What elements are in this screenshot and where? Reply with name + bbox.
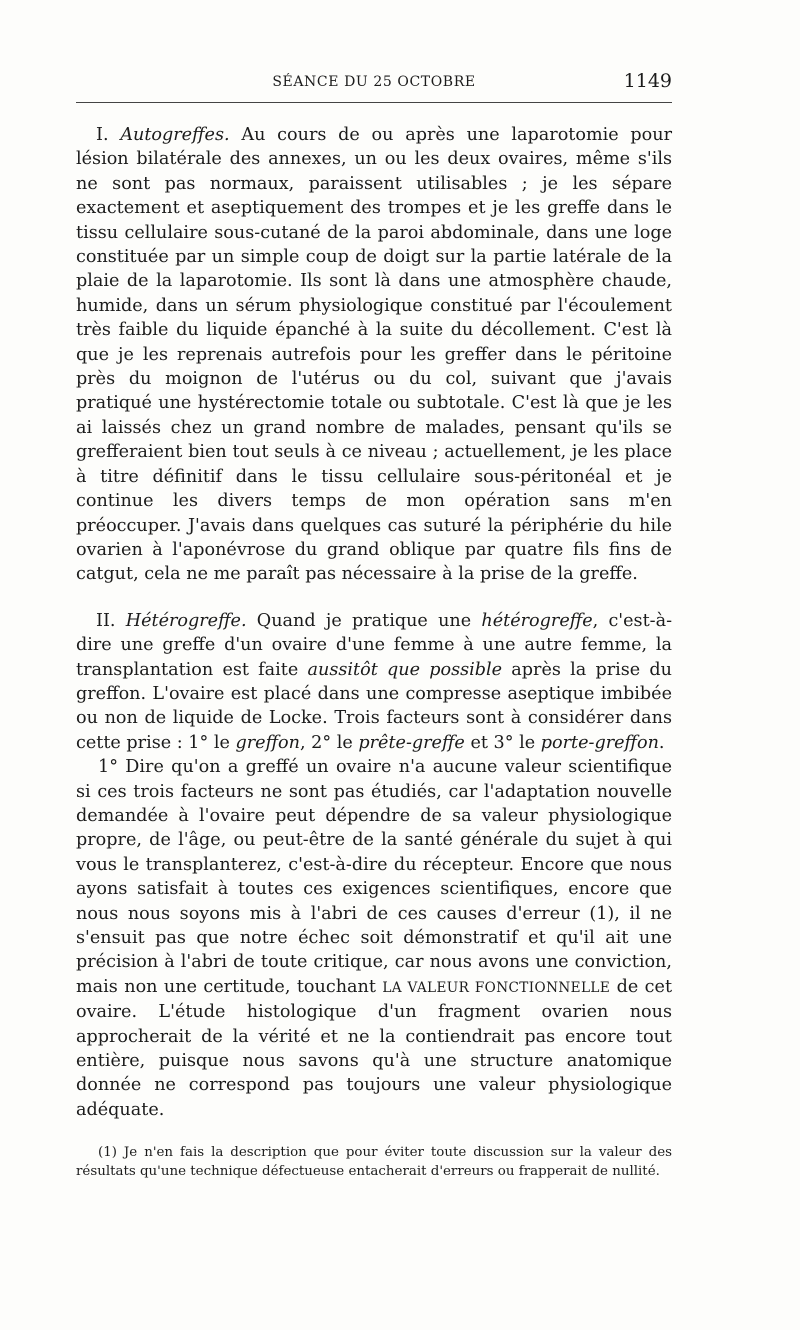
footnote: (1) Je n'en fais la description que pour éviter toute discussion sur la valeur des résultats qu'une technique défectueuse entacherait d'erreurs ou frapperait de nullité. [76, 1145, 672, 1179]
section-title: Autogreffes. [120, 125, 230, 145]
paragraph-autogreffes [76, 123, 672, 587]
body-text [76, 123, 672, 1122]
emphasis-term: greffon [235, 732, 300, 753]
text-run: . [658, 732, 665, 753]
section-number: I. [96, 125, 109, 145]
paragraph-gap [76, 587, 672, 609]
emphasis-term: porte-greffon [540, 732, 659, 753]
paragraph-text: Au cours de ou après une laparotomie pour lésion bilatérale des annexes, un ou les deux ovaires, même s'ils ne sont pas normaux, paraissent utilisables ; je les sépare exactement et aseptiquement des trompes et je les greffe dans le tissu cellulaire sous-cutané de la paroi abdominale, dans une loge constituée par un simple coup de doigt sur la partie latérale de la plaie de la laparotomie. Ils sont là dans une atmosphère chaude, humide, dans un sérum physiologique constitué par l'écoulement très faible du liquide épanché à la suite du décollement. C'est là que je les reprenais autrefois pour les greffer dans le péritoine près du moignon de l'utérus ou du col, suivant que j'avais pratiqué une hystérectomie totale ou subtotale. C'est là que je les ai laissés chez un grand nombre de malades, pensant qu'ils se grefferaient bien tout seuls à ce niveau ; actuellement, je les place à titre définitif dans le tissu cellulaire sous-péritonéal et je continue les divers temps de mon opération sans m'en préoccuper. J'avais dans quelques cas suturé la périphérie du hile ovarien à l'aponévrose du grand oblique par quatre fils fins de catgut, cela ne me paraît pas nécessaire à la prise de la greffe. [76, 125, 673, 585]
text-run: , c'est-à-dire une greffe d'un ovaire d'une femme à une autre femme, la transplantation est faite [76, 610, 673, 680]
emphasis-term: hétérogreffe [481, 610, 593, 631]
text-run: Quand je pratique une [256, 610, 472, 631]
page-number: 1149 [623, 70, 672, 92]
text-run: et 3° le [470, 732, 536, 753]
text-run: , 2° le [299, 732, 353, 753]
text-run: après la prise du greffon. L'ovaire est placé dans une compresse aseptique imbibée ou non de liquide de Locke. Trois facteurs sont à considérer dans cette prise : 1° le [76, 659, 673, 753]
section-title: Hétérogreffe. [125, 610, 247, 631]
section-number: II. [96, 610, 116, 631]
paragraph-point-one [76, 755, 672, 1122]
header-rule [76, 102, 672, 103]
emphasis-term: aussitôt que possible [307, 659, 503, 680]
paragraph-heterogreffe [76, 609, 672, 755]
page-header [76, 70, 672, 94]
emphasis-term: prête-greffe [358, 732, 465, 753]
small-caps-phrase: LA VALEUR FONCTIONNELLE [382, 979, 611, 996]
running-title: SÉANCE DU 25 OCTOBRE [272, 74, 476, 90]
text-run: de cet ovaire. L'étude histologique d'un fragment ovarien nous approcherait de la vérité et ne la contiendrait pas encore tout entière, puisque nous savons qu'à une structure anatomique donnée ne correspond pas toujours une valeur physiologique adéquate. [76, 976, 673, 1120]
text-run: 1° Dire qu'on a greffé un ovaire n'a aucune valeur scientifique si ces trois facteurs ne sont pas étudiés, car l'adaptation nouvelle demandée à l'ovaire peut dépendre de sa valeur physiologique propre, de l'âge, ou peut-être de la santé générale du sujet à qui vous le transplanterez, c'est-à-dire du récepteur. Encore que nous ayons satisfait à toutes ces exigences scientifiques, encore que nous nous soyons mis à l'abri de ces causes d'erreur (1), il ne s'ensuit pas que notre échec soit démonstratif et qu'il ait une précision à l'abri de toute critique, car nous avons une conviction, mais non une certitude, touchant [76, 757, 672, 997]
